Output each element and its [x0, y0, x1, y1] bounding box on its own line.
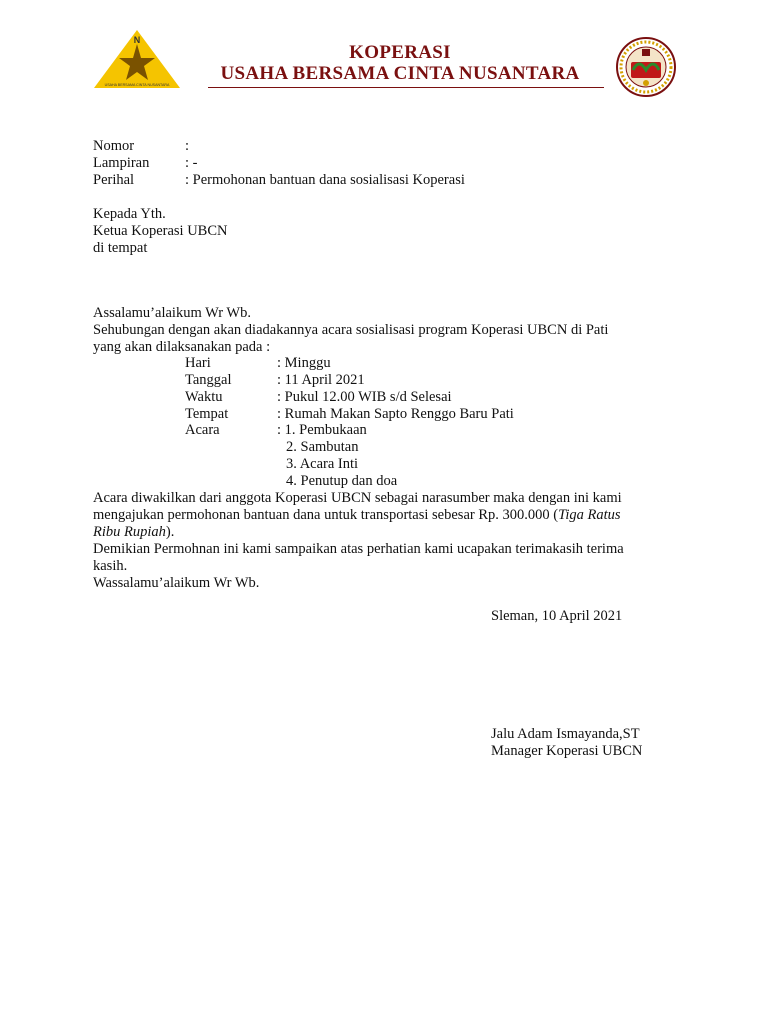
detail-value-tempat: : Rumah Makan Sapto Renggo Baru Pati — [277, 406, 514, 422]
body-line-3-text: ). — [165, 524, 175, 540]
detail-label-waktu: Waktu — [185, 389, 223, 405]
meta-value-perihal: : Permohonan bantuan dana sosialisasi Koperasi — [185, 172, 465, 188]
meta-label-nomor: Nomor — [93, 138, 135, 154]
amount-words-2: Ribu Rupiah — [93, 524, 166, 540]
detail-value-hari: : Minggu — [277, 355, 331, 371]
detail-value-acara: : 1. Pembukaan — [277, 422, 367, 438]
detail-label-acara: Acara — [185, 422, 220, 438]
farewell: Wassalamu’alaikum Wr Wb. — [93, 575, 260, 591]
detail-label-hari: Hari — [185, 355, 211, 371]
logo-caption: USAHA BERSAMA CINTA NUSANTARA — [104, 83, 170, 87]
header-title-line1: KOPERASI — [349, 42, 451, 63]
meta-label-perihal: Perihal — [93, 172, 135, 188]
signature-position: Manager Koperasi UBCN — [491, 743, 643, 759]
detail-value-waktu: : Pukul 12.00 WIB s/d Selesai — [277, 389, 452, 405]
acara-list — [286, 439, 397, 490]
recipient-line-2: Ketua Koperasi UBCN — [93, 223, 228, 239]
greeting: Assalamu’alaikum Wr Wb. — [93, 305, 251, 321]
body-line-2-text: mengajukan permohonan bantuan dana untuk transportasi sebesar Rp. 300.000 ( — [93, 507, 559, 523]
koperasi-emblem-right — [613, 36, 679, 98]
recipient-line-1: Kepada Yth. — [93, 206, 166, 222]
recipient-line-3: di tempat — [93, 240, 148, 256]
body-line-2 — [93, 507, 621, 524]
body-line-1: Acara diwakilkan dari anggota Koperasi UBCN sebagai narasumber maka dengan ini kami — [93, 490, 622, 506]
meta-label-lampiran: Lampiran — [93, 155, 150, 171]
koperasi-logo-left — [92, 28, 182, 92]
acara-item: 4. Penutup dan doa — [286, 473, 398, 489]
meta-value-lampiran: : - — [185, 155, 198, 171]
detail-label-tempat: Tempat — [185, 406, 229, 422]
intro-line-2: yang akan dilaksanakan pada : — [93, 339, 271, 355]
detail-label-tanggal: Tanggal — [185, 372, 232, 388]
intro-line-1: Sehubungan dengan akan diadakannya acara sosialisasi program Koperasi UBCN di Pati — [93, 322, 609, 338]
detail-value-tanggal: : 11 April 2021 — [277, 372, 365, 388]
closing-line-1: Demikian Permohnan ini kami sampaikan atas perhatian kami ucapakan terimakasih terima — [93, 541, 624, 557]
amount-words-1: Tiga Ratus — [558, 507, 621, 523]
acara-item: 3. Acara Inti — [286, 456, 359, 472]
header-divider — [208, 87, 604, 88]
signature-place-date: Sleman, 10 April 2021 — [491, 608, 623, 624]
closing-line-2: kasih. — [93, 558, 128, 574]
acara-item: 2. Sambutan — [286, 439, 359, 455]
header-title — [190, 42, 610, 84]
signature-name: Jalu Adam Ismayanda,ST — [491, 726, 640, 742]
logo-letter: N — [133, 35, 141, 45]
meta-value-nomor: : — [185, 138, 190, 154]
body-line-3 — [93, 524, 174, 541]
header-title-line2: USAHA BERSAMA CINTA NUSANTARA — [220, 63, 580, 84]
